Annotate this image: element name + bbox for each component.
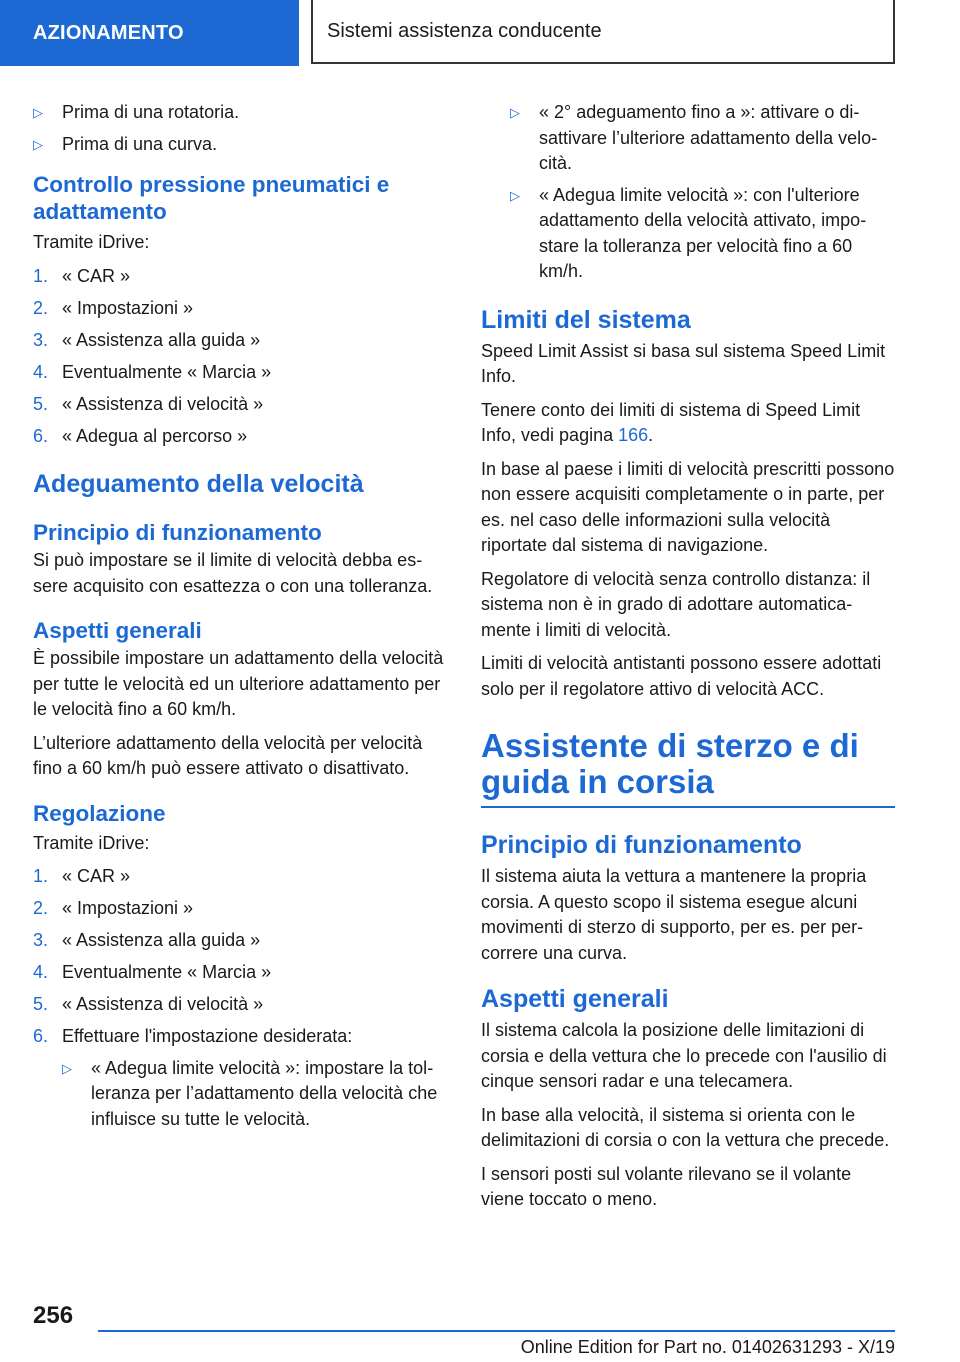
list-item: 6. Effettuare l'impostazione desiderata: ▷ « Adegua limite velocità »: impostare la tolleranza per l’adattamento della velocità che influisce su tutte le velocità. xyxy=(33,1024,448,1132)
paragraph: I sensori posti sul volante rilevano se il volante viene toccato o meno. xyxy=(481,1163,852,1209)
paragraph: Tramite iDrive: xyxy=(33,832,150,853)
list-item: 1. « CAR » xyxy=(33,866,131,886)
steps-list-1 xyxy=(33,264,448,450)
triangle-bullet-icon: ▷ xyxy=(33,136,43,152)
paragraph: In base al paese i limiti di velocità prescritti possono non essere acquisiti completamente o in parte, per es. nel caso delle informazioni sulla velocità riportate dal sistema di navigazione. xyxy=(481,458,895,555)
list-item: 2. « Impostazioni » xyxy=(33,898,194,918)
paragraph-with-link: Tenere conto dei limiti di sistema di Speed Limit Info, vedi pagina 166. xyxy=(481,399,861,445)
list-item: ▷ Prima di una curva. xyxy=(33,132,448,158)
heading-system-limits: Limiti del sistema xyxy=(481,305,691,334)
sub-bullet-list xyxy=(62,1056,448,1133)
list-item: 3. « Assistenza alla guida » xyxy=(33,930,261,950)
list-item: ▷ « Adegua limite velocità »: con l'ulteriore adattamento della velocità attivato, impostare la tolleranza per velocità fino a 60 km/h. xyxy=(510,184,867,281)
section-tab: AZIONAMENTO xyxy=(0,0,299,66)
list-item: 4. Eventualmente « Marcia » xyxy=(33,962,272,982)
bullet-list-right xyxy=(510,100,895,285)
bullet-list-top xyxy=(33,100,448,157)
triangle-bullet-icon: ▷ xyxy=(33,105,43,120)
heading-principle-2: Principio di funzionamento xyxy=(481,831,802,859)
left-column xyxy=(33,100,448,1140)
paragraph: Il sistema calcola la posizione delle limitazioni di corsia e della vettura che lo precede con l'ausilio di cinque sensori radar e una telecamera. xyxy=(481,1020,887,1091)
list-item: 6. « Adegua al percorso » xyxy=(33,425,248,446)
footer-divider xyxy=(98,1330,895,1332)
heading-speed-adjustment: Adeguamento della velocità xyxy=(33,470,364,498)
steps-list-2 xyxy=(33,864,448,1132)
page-link[interactable]: 166 xyxy=(618,425,649,445)
triangle-bullet-icon: ▷ xyxy=(62,1060,72,1076)
heading-settings: Regolazione xyxy=(33,800,166,826)
heading-principle: Principio di funzionamento xyxy=(33,520,322,545)
chapter-title: Sistemi assistenza conducente xyxy=(311,0,895,64)
list-item: ▷ Prima di una rotatoria. xyxy=(33,100,448,126)
list-item: ▷ « 2° adeguamento fino a »: attivare o disattivare l’ulteriore adattamento della velocità. xyxy=(510,102,878,173)
list-item: 4. Eventualmente « Marcia » xyxy=(33,361,272,382)
page-number: 256 xyxy=(33,1302,74,1329)
list-item: ▷ « Adegua limite velocità »: impostare la tolleranza per l’adattamento della velocità che influisce su tutte le velocità. xyxy=(62,1057,438,1129)
paragraph: È possibile impostare un adattamento della velocità per tutte le velocità ed un ulteriore adattamento per le velocità fino a 60 km/h. xyxy=(33,648,444,719)
paragraph: Si può impostare se il limite di velocità debba essere acquisito con esattezza o con una tolleranza. xyxy=(33,550,433,596)
page-header xyxy=(0,0,960,66)
paragraph: Regolatore di velocità senza controllo distanza: il sistema non è in grado di adottare automaticamente i limiti di velocità. xyxy=(481,568,871,640)
list-item: 5. « Assistenza di velocità » xyxy=(33,994,264,1014)
heading-tire-pressure: Controllo pressione pneumatici e adattamento xyxy=(33,172,390,224)
triangle-bullet-icon: ▷ xyxy=(510,105,520,120)
heading-general-2: Aspetti generali xyxy=(481,985,669,1013)
paragraph: Tramite iDrive: xyxy=(33,232,150,252)
list-item: 3. « Assistenza alla guida » xyxy=(33,329,261,350)
heading-general: Aspetti generali xyxy=(33,618,202,643)
list-item: 1. « CAR » xyxy=(33,265,131,286)
triangle-bullet-icon: ▷ xyxy=(510,187,520,203)
right-column xyxy=(481,100,895,1221)
paragraph: Il sistema aiuta la vettura a mantenere la propria corsia. A questo scopo il sistema esegue alcuni movimenti di sterzo di supporto, per es. per percorrere una curva. xyxy=(481,866,867,963)
paragraph: Speed Limit Assist si basa sul sistema Speed Limit Info. xyxy=(481,340,886,386)
paragraph: In base alla velocità, il sistema si orienta con le delimitazioni di corsia o con la vettura che precede. xyxy=(481,1104,890,1150)
paragraph: L’ulteriore adattamento della velocità per velocità fino a 60 km/h può essere attivato o disattivato. xyxy=(33,732,423,778)
list-item: 5. « Assistenza di velocità » xyxy=(33,393,264,414)
list-item: 2. « Impostazioni » xyxy=(33,297,194,318)
edition-info: Online Edition for Part no. 01402631293 - X/19 xyxy=(520,1337,895,1357)
paragraph: Limiti di velocità antistanti possono essere adottati solo per il regolatore attivo di velocità ACC. xyxy=(481,653,882,699)
heading-lane-assistant: Assistente di sterzo e di guida in corsia xyxy=(481,728,895,808)
